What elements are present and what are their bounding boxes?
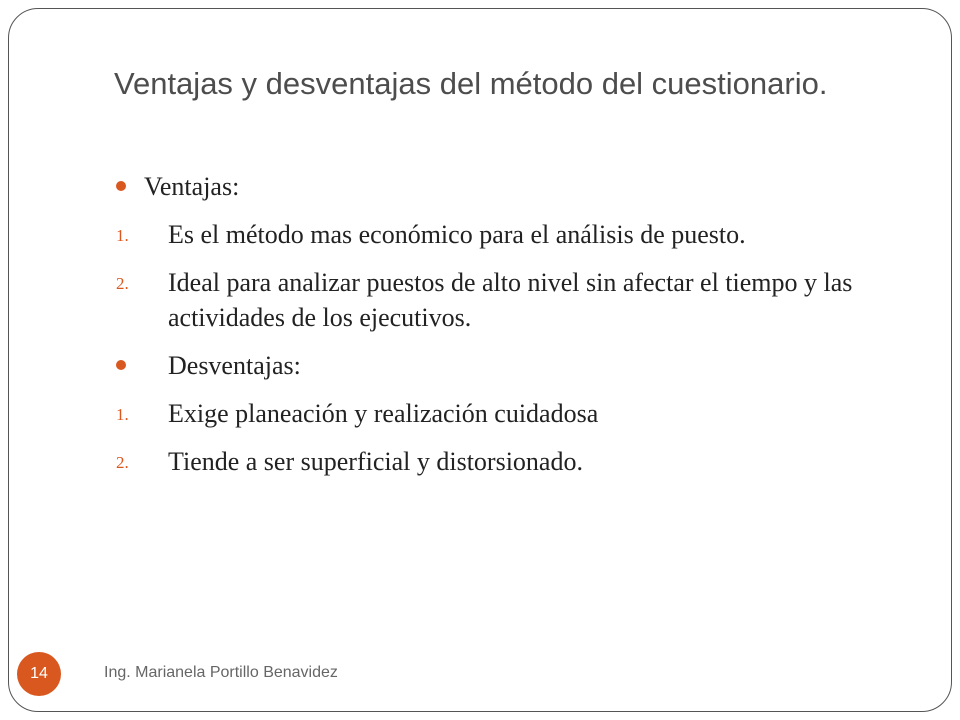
footer-author: Ing. Marianela Portillo Benavidez — [104, 664, 338, 681]
list-item — [114, 444, 874, 479]
slide-title: Ventajas y desventajas del método del cuestionario. — [114, 66, 828, 101]
list-number: 2. — [116, 274, 129, 293]
page-number-badge: 14 — [17, 652, 61, 696]
list-item-text: Tiende a ser superficial y distorsionado. — [168, 447, 583, 476]
list-number: 1. — [116, 405, 129, 424]
bullet-dot-icon — [116, 360, 126, 370]
slide-content — [114, 169, 874, 492]
bullet-dot-icon — [116, 181, 126, 191]
list-number: 2. — [116, 453, 129, 472]
list-item — [114, 217, 874, 252]
list-item-text: Ideal para analizar puestos de alto nivel sin afectar el tiempo y las actividades de los ejecutivos. — [168, 268, 853, 332]
list-item — [114, 265, 874, 335]
list-number: 1. — [116, 226, 129, 245]
section-heading-label: Desventajas: — [168, 351, 301, 380]
section-heading-desventajas — [114, 348, 874, 383]
slide-frame — [8, 8, 952, 712]
section-heading-ventajas — [114, 169, 874, 204]
list-item-text: Es el método mas económico para el análisis de puesto. — [168, 220, 746, 249]
list-item-text: Exige planeación y realización cuidadosa — [168, 399, 599, 428]
list-item — [114, 396, 874, 431]
section-heading-label: Ventajas: — [144, 172, 240, 201]
